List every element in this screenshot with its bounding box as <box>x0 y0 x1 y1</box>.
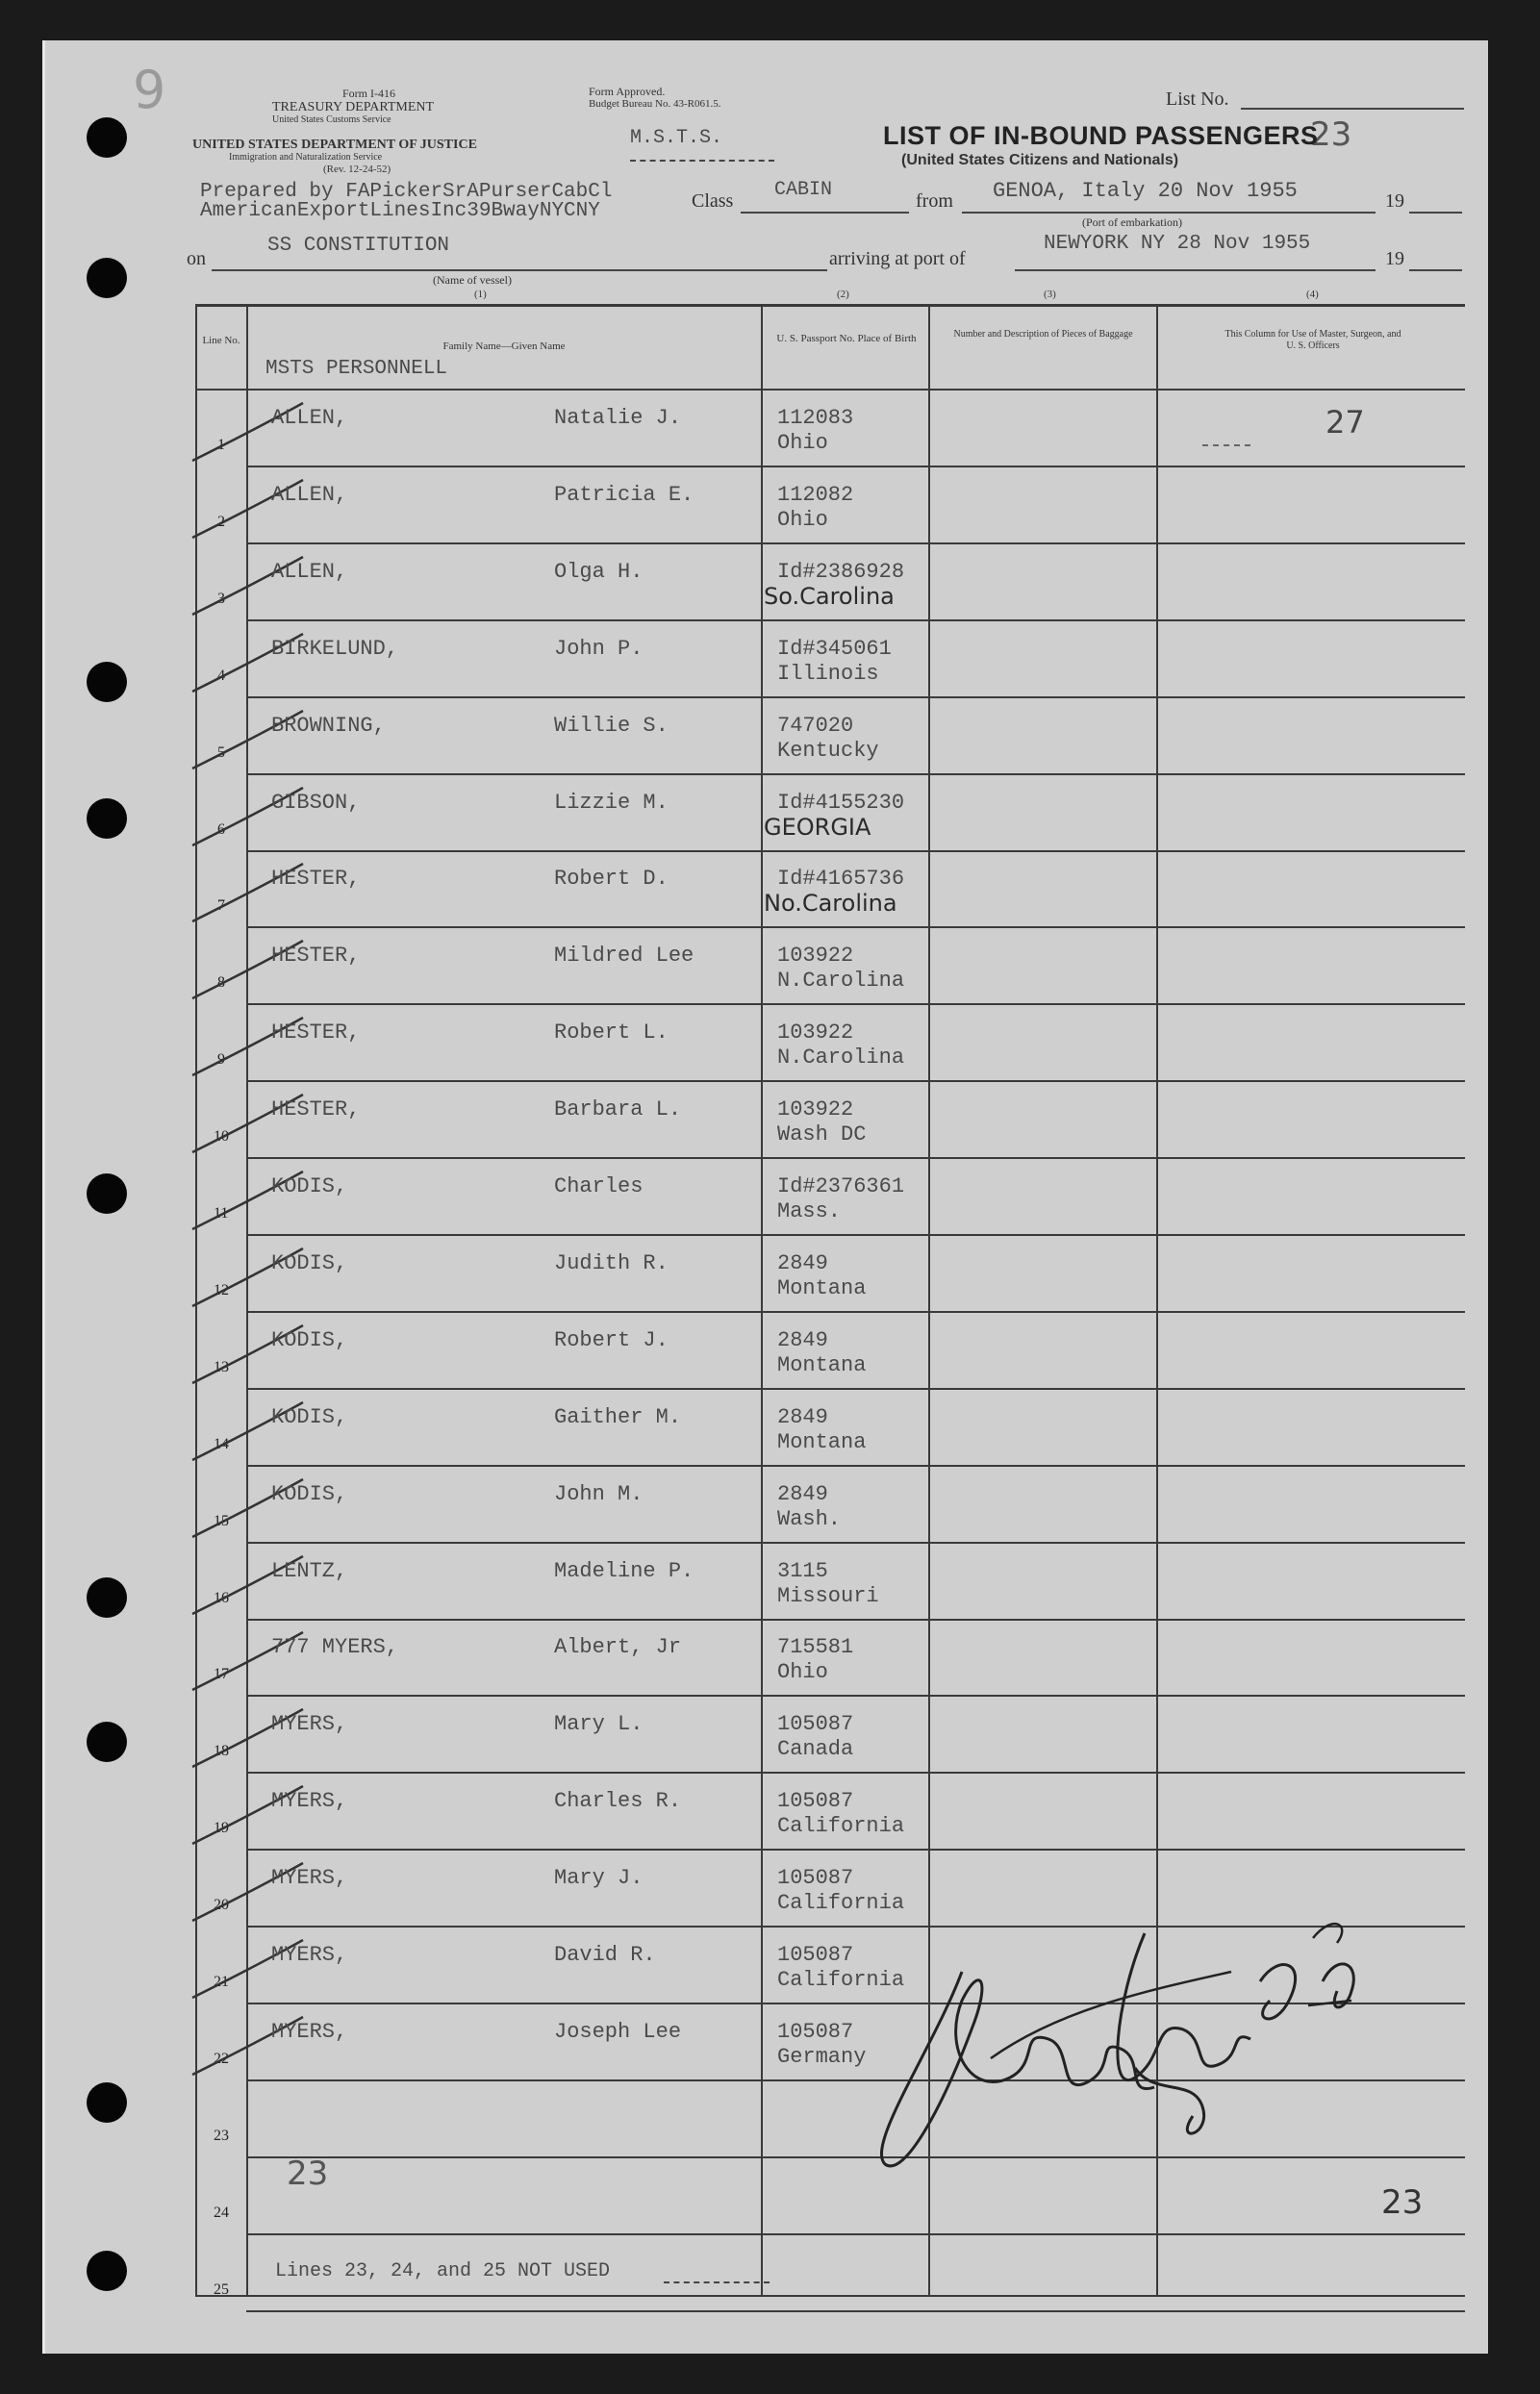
place-of-birth: Ohio <box>777 1660 828 1684</box>
passenger-given-name: Mildred Lee <box>554 944 694 968</box>
passport-number: 747020 <box>777 714 854 738</box>
page-title: LIST OF IN-BOUND PASSENGERS <box>883 121 1319 150</box>
table-row-divider <box>246 1772 1465 1774</box>
place-of-birth: No.Carolina <box>764 890 897 917</box>
row-line-number: 15 <box>214 1513 229 1529</box>
prepared-by-line2: AmericanExportLinesInc39BwayNYCNY <box>200 200 600 222</box>
vessel-value: SS CONSTITUTION <box>267 235 450 257</box>
table-row-divider <box>246 466 1465 467</box>
table-row-divider <box>246 1080 1465 1082</box>
row-line-number: 14 <box>214 1436 229 1452</box>
header-passport: U. S. Passport No. Place of Birth <box>776 333 917 344</box>
arriving-label: arriving at port of <box>829 248 966 269</box>
table-row-divider <box>246 1849 1465 1851</box>
dept-justice-sub: Immigration and Naturalization Service <box>229 152 383 163</box>
year-line-1 <box>1409 212 1462 214</box>
passenger-given-name: John M. <box>554 1482 644 1506</box>
passenger-given-name: Charles R. <box>554 1789 682 1813</box>
table-row-divider <box>246 619 1465 621</box>
row-line-number: 25 <box>214 2281 229 2298</box>
table-row-divider <box>246 696 1465 698</box>
class-line <box>741 212 909 214</box>
row-line-number: 11 <box>214 1205 229 1222</box>
place-of-birth: Montana <box>777 1353 867 1377</box>
table-row-divider <box>246 850 1465 852</box>
list-no-label: List No. <box>1166 88 1229 110</box>
inspector-signature <box>827 1856 1366 2174</box>
col-num-1: (1) <box>474 289 487 300</box>
row-line-number: 2 <box>217 514 225 530</box>
passenger-family-name: HESTER, <box>271 1097 361 1121</box>
passport-number: Id#4155230 <box>777 791 905 815</box>
passenger-family-name: 777 MYERS, <box>271 1635 399 1659</box>
passport-number: Id#345061 <box>777 637 892 661</box>
table-row-divider <box>246 1695 1465 1697</box>
passenger-given-name: Lizzie M. <box>554 791 669 815</box>
row-line-number: 9 <box>217 1051 225 1068</box>
row-line-number: 16 <box>214 1590 229 1606</box>
place-of-birth: N.Carolina <box>777 1046 905 1070</box>
passport-number: 2849 <box>777 1328 828 1352</box>
passenger-given-name: David R. <box>554 1943 656 1967</box>
passenger-given-name: Robert J. <box>554 1328 669 1352</box>
passenger-family-name: HESTER, <box>271 867 361 891</box>
dept-treasury-sub: United States Customs Service <box>272 114 391 125</box>
list-no-value: 23 <box>1310 115 1352 154</box>
passenger-family-name: BROWNING, <box>271 714 386 738</box>
passenger-family-name: HESTER, <box>271 944 361 968</box>
row-line-number: 20 <box>214 1897 229 1913</box>
passenger-family-name: LENTZ, <box>271 1559 348 1583</box>
passport-number: Id#2376361 <box>777 1174 905 1198</box>
vessel-label: (Name of vessel) <box>433 273 512 287</box>
table-row-divider <box>246 1311 1465 1313</box>
passenger-given-name: Olga H. <box>554 560 644 584</box>
row-line-number: 17 <box>214 1666 229 1682</box>
row-line-number: 13 <box>214 1359 229 1375</box>
page-subtitle: (United States Citizens and Nationals) <box>901 152 1179 168</box>
table-row-divider <box>246 1465 1465 1467</box>
passenger-family-name: KODIS, <box>271 1251 348 1275</box>
passenger-family-name: BIRKELUND, <box>271 637 399 661</box>
passport-number: 105087 <box>777 1712 854 1736</box>
table-row-divider <box>246 2233 1465 2235</box>
handwritten-count-left: 23 <box>287 2155 329 2193</box>
from-label: from <box>916 190 953 212</box>
from-line <box>962 212 1376 214</box>
dept-justice: UNITED STATES DEPARTMENT OF JUSTICE <box>192 138 477 152</box>
row-line-number: 10 <box>214 1128 229 1145</box>
class-value: CABIN <box>774 179 833 201</box>
passenger-given-name: John P. <box>554 637 644 661</box>
row-line-number: 3 <box>217 591 225 607</box>
passenger-family-name: ALLEN, <box>271 483 348 507</box>
group-label: MSTS PERSONNELL <box>265 358 448 380</box>
passport-number: 3115 <box>777 1559 828 1583</box>
passenger-given-name: Robert L. <box>554 1021 669 1045</box>
header-bottom-border <box>195 389 1465 391</box>
class-label: Class <box>692 190 734 212</box>
row-line-number: 19 <box>214 1820 229 1836</box>
passenger-given-name: Charles <box>554 1174 644 1198</box>
header-baggage: Number and Description of Pieces of Baggage <box>953 329 1133 340</box>
passport-number: Id#4165736 <box>777 867 905 891</box>
place-of-birth: Illinois <box>777 662 879 686</box>
binder-hole <box>87 662 127 702</box>
year-line-2 <box>1409 269 1462 271</box>
binder-hole <box>87 117 127 158</box>
passenger-given-name: Robert D. <box>554 867 669 891</box>
passenger-given-name: Barbara L. <box>554 1097 682 1121</box>
place-of-birth: Montana <box>777 1430 867 1454</box>
table-row-divider <box>246 926 1465 928</box>
row-line-number: 1 <box>217 437 225 453</box>
binder-hole <box>87 798 127 839</box>
col-num-4: (4) <box>1306 289 1319 300</box>
year-label-2: 19 <box>1385 248 1404 269</box>
form-approved: Form Approved. <box>589 85 666 98</box>
col-divider-name <box>761 304 763 2297</box>
passenger-family-name: MYERS, <box>271 1712 348 1736</box>
place-of-birth: Mass. <box>777 1199 842 1223</box>
table-row-divider <box>246 1003 1465 1005</box>
place-of-birth: Wash DC <box>777 1122 867 1147</box>
place-of-birth: Kentucky <box>777 739 879 763</box>
arriving-value: NEWYORK NY 28 Nov 1955 <box>1044 233 1311 255</box>
form-revision: (Rev. 12-24-52) <box>323 164 391 175</box>
officer-note-dash <box>1202 444 1250 446</box>
passenger-family-name: ALLEN, <box>271 406 348 430</box>
place-of-birth: California <box>777 1814 905 1838</box>
passenger-given-name: Judith R. <box>554 1251 669 1275</box>
passport-number: 112082 <box>777 483 854 507</box>
place-of-birth: Missouri <box>777 1584 879 1608</box>
port-embarkation-label: (Port of embarkation) <box>1082 215 1182 229</box>
place-of-birth: Canada <box>777 1737 854 1761</box>
passport-number: 112083 <box>777 406 854 430</box>
passport-number: 105087 <box>777 1866 854 1890</box>
place-of-birth: Germany <box>777 2045 867 2069</box>
passenger-family-name: KODIS, <box>271 1328 348 1352</box>
table-top-border <box>195 304 1465 307</box>
passenger-given-name: Joseph Lee <box>554 2020 682 2044</box>
passport-number: 2849 <box>777 1251 828 1275</box>
passport-number: 105087 <box>777 2020 854 2044</box>
table-row-divider <box>246 542 1465 544</box>
passenger-family-name: KODIS, <box>271 1482 348 1506</box>
passport-number: 103922 <box>777 944 854 968</box>
passenger-given-name: Madeline P. <box>554 1559 694 1583</box>
place-of-birth: California <box>777 1968 905 1992</box>
binder-hole <box>87 2082 127 2123</box>
passenger-given-name: Mary J. <box>554 1866 644 1890</box>
table-row-divider <box>246 2310 1465 2312</box>
row-line-number: 5 <box>217 744 225 761</box>
place-of-birth: N.Carolina <box>777 969 905 993</box>
place-of-birth: GEORGIA <box>764 814 871 841</box>
binder-hole <box>87 258 127 298</box>
row-line-number: 4 <box>217 668 225 684</box>
col-num-2: (2) <box>837 289 849 300</box>
passport-number: 105087 <box>777 1789 854 1813</box>
from-value: GENOA, Italy 20 Nov 1955 <box>993 179 1298 203</box>
binder-hole <box>87 1173 127 1214</box>
binder-hole <box>87 1577 127 1618</box>
passenger-family-name: MYERS, <box>271 1866 348 1890</box>
table-row-divider <box>246 1157 1465 1159</box>
on-label: on <box>187 248 206 269</box>
prepared-by-line1: Prepared by FAPickerSrAPurserCabCl <box>200 181 613 203</box>
passenger-family-name: MYERS, <box>271 1943 348 1967</box>
row-line-number: 23 <box>214 2128 229 2144</box>
table-row-divider <box>246 1388 1465 1390</box>
passenger-family-name: HESTER, <box>271 1021 361 1045</box>
passenger-family-name: MYERS, <box>271 1789 348 1813</box>
table-row-divider <box>246 773 1465 775</box>
handwritten-count-right: 23 <box>1381 2183 1424 2222</box>
binder-hole <box>87 2251 127 2291</box>
passenger-given-name: Willie S. <box>554 714 669 738</box>
col-num-3: (3) <box>1044 289 1056 300</box>
table-row-divider <box>246 1619 1465 1621</box>
passenger-given-name: Gaither M. <box>554 1405 682 1429</box>
place-of-birth: California <box>777 1891 905 1915</box>
table-row-divider <box>246 1234 1465 1236</box>
year-label-1: 19 <box>1385 190 1404 212</box>
place-of-birth: So.Carolina <box>764 583 895 610</box>
passenger-family-name: KODIS, <box>271 1174 348 1198</box>
passport-number: 2849 <box>777 1482 828 1506</box>
footer-note: Lines 23, 24, and 25 NOT USED <box>275 2260 611 2282</box>
header-line-no: Line No. <box>202 335 240 346</box>
passport-number: 715581 <box>777 1635 854 1659</box>
passenger-given-name: Natalie J. <box>554 406 682 430</box>
row-line-number: 8 <box>217 974 225 991</box>
binder-hole <box>87 1722 127 1762</box>
place-of-birth: Montana <box>777 1276 867 1300</box>
passenger-given-name: Albert, Jr <box>554 1635 682 1659</box>
row-line-number: 22 <box>214 2051 229 2067</box>
msts-code: M.S.T.S. <box>630 127 723 149</box>
passport-number: 103922 <box>777 1097 854 1121</box>
passenger-given-name: Mary L. <box>554 1712 644 1736</box>
place-of-birth: Ohio <box>777 508 828 532</box>
header-name: Family Name—Given Name <box>442 340 566 352</box>
passport-number: Id#2386928 <box>777 560 905 584</box>
header-officers: This Column for Use of Master, Surgeon, and U. S. Officers <box>1224 329 1401 351</box>
handwritten-page-number: 9 <box>133 60 166 120</box>
officer-note: 27 <box>1325 404 1365 441</box>
place-of-birth: Ohio <box>777 431 828 455</box>
row-line-number: 18 <box>214 1743 229 1759</box>
arriving-line <box>1015 269 1376 271</box>
budget-bureau: Budget Bureau No. 43-R061.5. <box>589 98 721 110</box>
passenger-family-name: ALLEN, <box>271 560 348 584</box>
footer-dash <box>664 2281 770 2283</box>
form-number: Form I-416 <box>342 87 395 100</box>
passport-number: 103922 <box>777 1021 854 1045</box>
passenger-family-name: GIBSON, <box>271 791 361 815</box>
row-line-number: 24 <box>214 2205 229 2221</box>
table-bottom-border <box>195 2295 1465 2297</box>
table-row-divider <box>246 1542 1465 1544</box>
passport-number: 2849 <box>777 1405 828 1429</box>
vessel-line <box>212 269 827 271</box>
row-line-number: 6 <box>217 821 225 838</box>
msts-dash <box>630 160 774 162</box>
row-line-number: 21 <box>214 1974 229 1990</box>
row-line-number: 7 <box>217 897 225 914</box>
dept-treasury: TREASURY DEPARTMENT <box>272 100 435 114</box>
list-no-line <box>1241 108 1464 110</box>
passenger-family-name: KODIS, <box>271 1405 348 1429</box>
place-of-birth: Wash. <box>777 1507 842 1531</box>
passenger-family-name: MYERS, <box>271 2020 348 2044</box>
passport-number: 105087 <box>777 1943 854 1967</box>
row-line-number: 12 <box>214 1282 229 1298</box>
passenger-given-name: Patricia E. <box>554 483 694 507</box>
